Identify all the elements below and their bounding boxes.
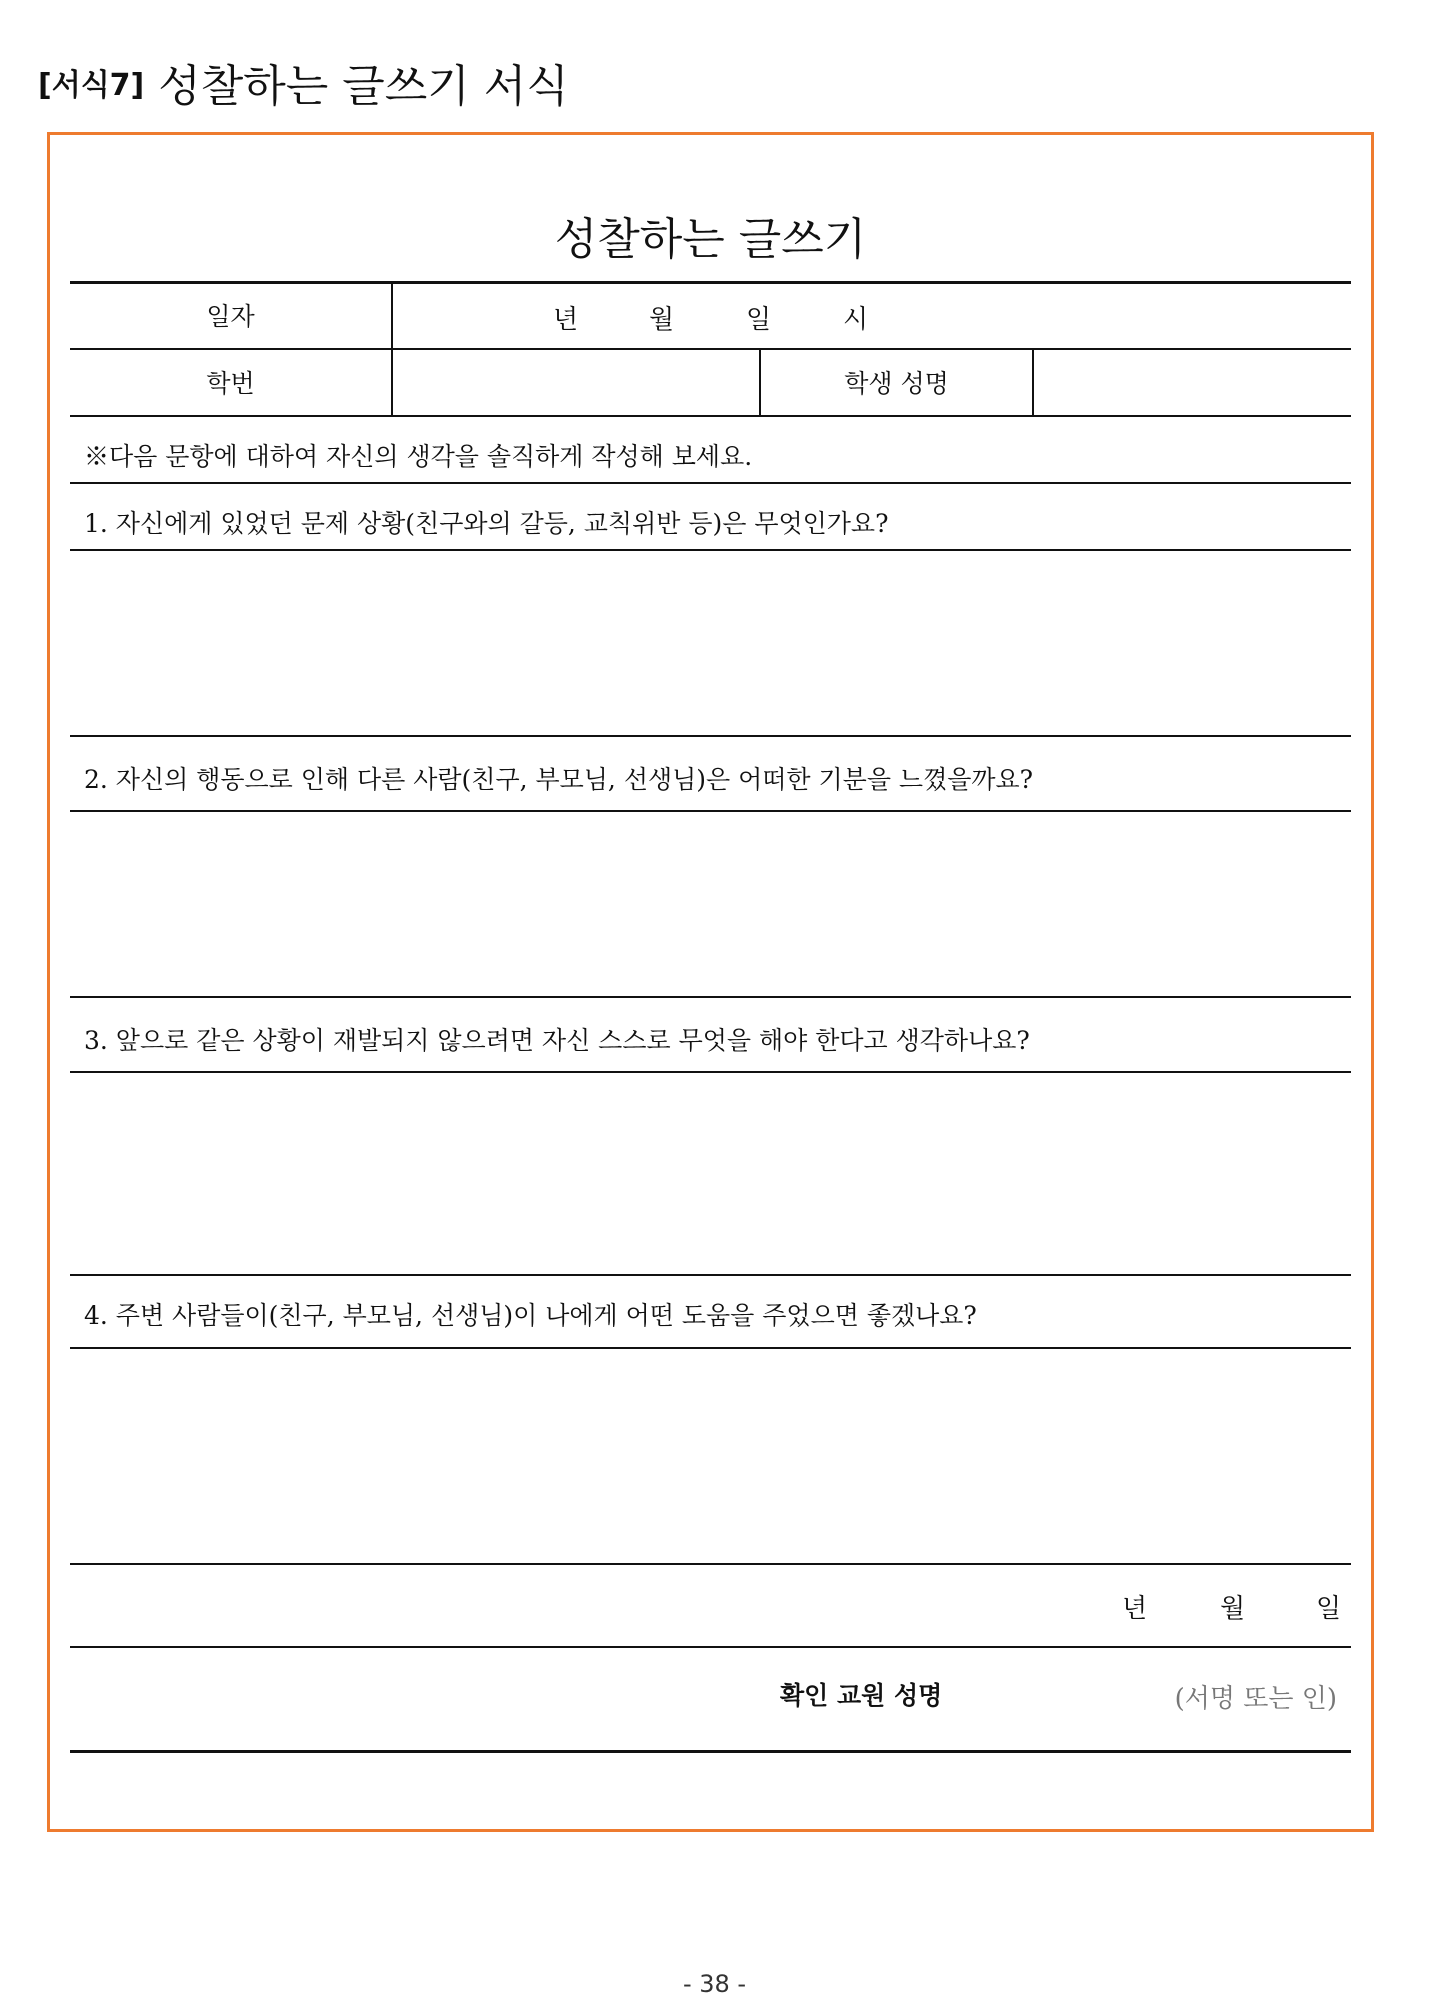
instruction-text: ※다음 문항에 대하여 자신의 생각을 솔직하게 작성해 보세요. [84,442,753,471]
date-day-unit: 일 [746,305,772,335]
row-divider [70,482,1351,484]
page-number: - 38 - [682,1970,747,1998]
date-year-unit: 년 [553,305,579,335]
student-name-label: 학생 성명 [844,368,949,398]
question-4: 4. 주변 사람들이(친구, 부모님, 선생님)이 나에게 어떤 도움을 주었으면 좋겠나요? [84,1301,977,1330]
row-divider [70,996,1351,998]
footer-day-unit: 일 [1316,1594,1342,1624]
row-divider [70,549,1351,551]
answer-area-3[interactable] [70,1074,1351,1271]
student-id-field[interactable] [393,350,757,414]
date-field[interactable] [393,283,1351,347]
student-name-field[interactable] [1034,350,1351,414]
row-divider [70,1646,1351,1648]
row-divider [70,810,1351,812]
row-divider [70,1347,1351,1349]
footer-year-unit: 년 [1122,1594,1148,1624]
footer-month-unit: 월 [1220,1594,1246,1624]
answer-area-4[interactable] [70,1350,1351,1560]
row-divider [70,1071,1351,1073]
date-month-unit: 월 [649,305,675,335]
signature-hint: (서명 또는 인) [1174,1684,1337,1714]
question-3: 3. 앞으로 같은 상황이 재발되지 않으려면 자신 스스로 무엇을 해야 한다고 생각하나요? [84,1026,1030,1055]
form-label [38,50,569,114]
question-2: 2. 자신의 행동으로 인해 다른 사람(친구, 부모님, 선생님)은 어떠한 기분을 느꼈을까요? [84,765,1034,794]
row-divider [70,1274,1351,1276]
date-label: 일자 [206,301,255,331]
document-title: 성찰하는 글쓰기 [554,214,867,265]
student-id-label: 학번 [206,368,255,398]
date-hour-unit: 시 [843,305,869,335]
form-frame [47,132,1374,1832]
row-divider [70,415,1351,417]
answer-area-1[interactable] [70,552,1351,732]
table-bottom-rule [70,1750,1351,1753]
question-1: 1. 자신에게 있었던 문제 상황(친구와의 갈등, 교칙위반 등)은 무엇인가요? [84,509,889,538]
confirm-teacher-label: 확인 교원 성명 [780,1681,943,1710]
row-divider [70,735,1351,737]
form-name: 성찰하는 글쓰기 서식 [158,61,569,112]
row-divider [70,1563,1351,1565]
footer-date-field[interactable] [70,1566,1351,1644]
answer-area-2[interactable] [70,813,1351,993]
form-code: [서식7] [38,68,145,103]
